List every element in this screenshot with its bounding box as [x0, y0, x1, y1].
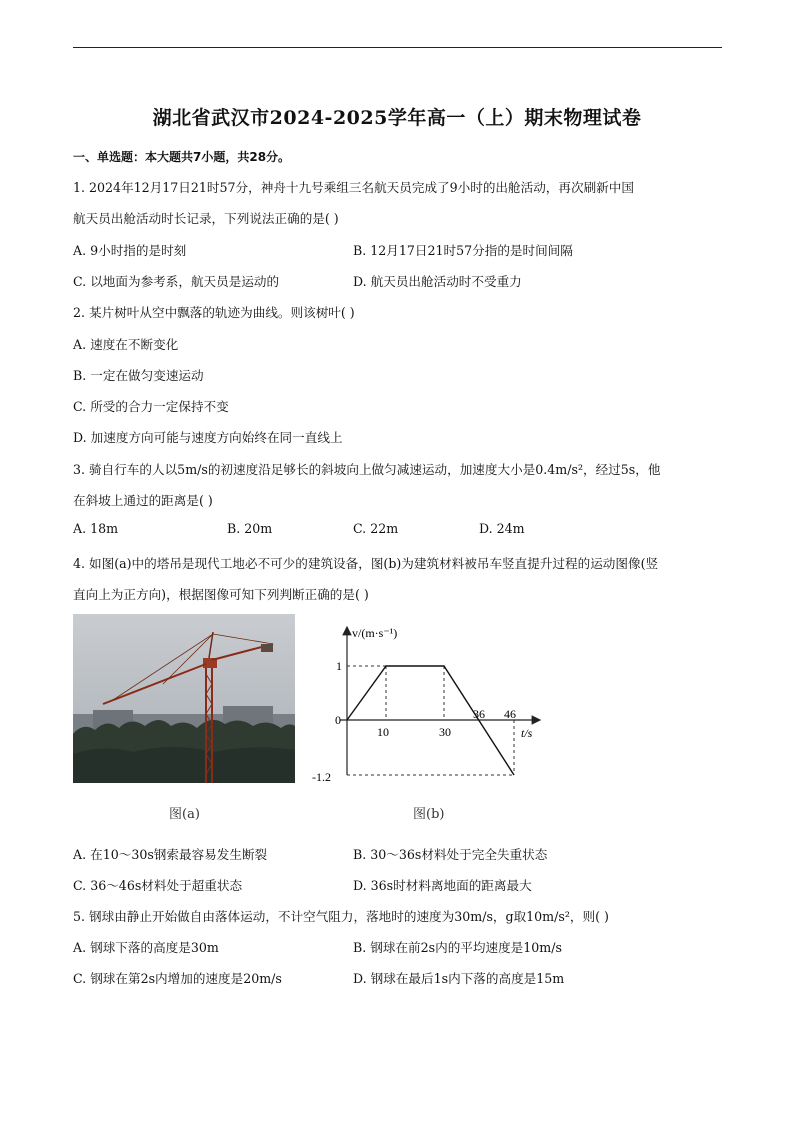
q2-option-b: B. 一定在做匀变速运动 — [73, 368, 204, 383]
q3-option-b: B. 20m — [227, 521, 273, 536]
q2-option-c: C. 所受的合力一定保持不变 — [73, 399, 229, 414]
y-axis-label: v/(m·s⁻¹) — [352, 626, 398, 640]
q4-option-d: D. 36s时材料离地面的距离最大 — [353, 878, 532, 893]
velocity-time-graph — [310, 615, 550, 790]
q1-option-b: B. 12月17日21时57分指的是时间间隔 — [353, 243, 573, 258]
q5-option-c: C. 钢球在第2s内增加的速度是20m/s — [73, 971, 282, 986]
q1-option-d: D. 航天员出舱活动时不受重力 — [353, 274, 522, 289]
q5-option-d: D. 钢球在最后1s内下落的高度是15m — [353, 971, 565, 986]
origin-label: 0 — [335, 713, 341, 727]
q3-option-a: A. 18m — [73, 521, 119, 536]
q4-stem-line2: 直向上为正方向)，根据图像可知下列判断正确的是( ) — [73, 587, 369, 602]
q3-stem-line2: 在斜坡上通过的距离是( ) — [73, 493, 213, 508]
fig-a-caption: 图(a) — [169, 807, 200, 822]
q1-stem-line1: 1. 2024年12月17日21时57分，神舟十九号乘组三名航天员完成了9小时的出舱活动，再次刷新中国 — [73, 180, 634, 195]
tower-crane-photo — [73, 614, 295, 783]
q4-option-b: B. 30～36s材料处于完全失重状态 — [353, 847, 548, 862]
q1-stem-line2: 航天员出舱活动时长记录，下列说法正确的是( ) — [73, 211, 339, 226]
q3-option-d: D. 24m — [479, 521, 525, 536]
q5-option-b: B. 钢球在前2s内的平均速度是10m/s — [353, 940, 562, 955]
q4-option-c: C. 36～46s材料处于超重状态 — [73, 878, 243, 893]
header-rule — [73, 47, 722, 48]
y-tick-neg: -1.2 — [312, 770, 331, 784]
q2-option-a: A. 速度在不断变化 — [73, 337, 179, 352]
q4-option-a: A. 在10～30s钢索最容易发生断裂 — [73, 847, 268, 862]
x-tick-30: 30 — [439, 725, 451, 739]
x-tick-36: 36 — [473, 707, 485, 721]
q2-stem: 2. 某片树叶从空中飘落的轨迹为曲线。则该树叶( ) — [73, 305, 355, 320]
page-title: 湖北省武汉市2024-2025学年高一（上）期末物理试卷 — [152, 107, 642, 129]
q4-stem-line1: 4. 如图(a)中的塔吊是现代工地必不可少的建筑设备，图(b)为建筑材料被吊车竖直提升过程的运动图像(竖 — [73, 556, 659, 571]
x-axis-label: t/s — [521, 726, 533, 740]
graph-canvas — [310, 615, 550, 790]
q2-option-d: D. 加速度方向可能与速度方向始终在同一直线上 — [73, 430, 343, 445]
q3-option-c: C. 22m — [353, 521, 399, 536]
q5-option-a: A. 钢球下落的高度是30m — [73, 940, 219, 955]
q3-stem-line1: 3. 骑自行车的人以5m/s的初速度沿足够长的斜坡向上做匀减速运动，加速度大小是0.4m/s²，经过5s，他 — [73, 462, 661, 477]
q5-stem: 5. 钢球由静止开始做自由落体运动，不计空气阻力，落地时的速度为30m/s，g取10m/s²，则( ) — [73, 909, 609, 924]
q1-option-a: A. 9小时指的是时刻 — [73, 243, 187, 258]
x-tick-10: 10 — [377, 725, 389, 739]
y-tick-1: 1 — [336, 659, 342, 673]
section-heading: 一、单选题：本大题共7小题，共28分。 — [73, 150, 291, 164]
x-tick-46: 46 — [504, 707, 516, 721]
q1-option-c: C. 以地面为参考系，航天员是运动的 — [73, 274, 280, 289]
fig-b-caption: 图(b) — [413, 807, 445, 822]
